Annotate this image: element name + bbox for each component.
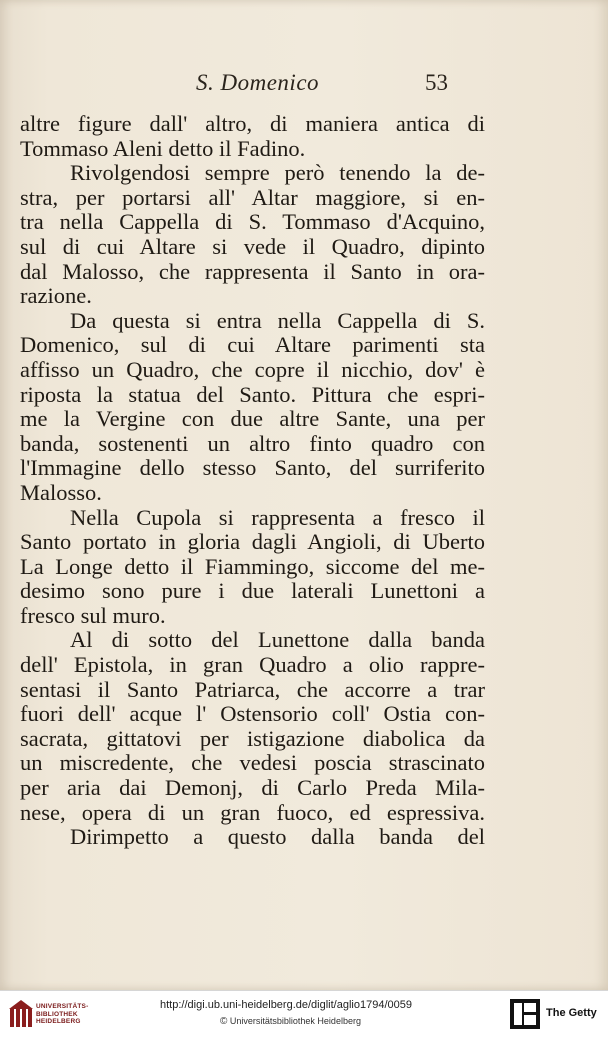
text-line: desimo sono pure i due laterali Lunettoni a [20, 578, 485, 604]
text-line: Al di sotto del Lunettone dalla banda [70, 627, 485, 653]
text-line: stra, per portarsi all' Altar maggiore, si en- [20, 184, 485, 210]
text-line: l'Immagine dello stesso Santo, del surriferito [20, 455, 485, 481]
text-line: affisso un Quadro, che copre il nicchio, dov' è [20, 356, 485, 382]
text-line: un miscredente, che vedesi poscia strascinato [20, 750, 485, 776]
copyright-notice [220, 1016, 361, 1027]
text-line: per aria dai Demonj, di Carlo Preda Mila- [20, 775, 485, 801]
text-line: dell' Epistola, in gran Quadro a olio rappre- [20, 652, 485, 678]
permalink-url[interactable]: http://digi.ub.uni-heidelberg.de/diglit/aglio1794/0059 [160, 999, 412, 1011]
copyright-holder: Universitätsbibliothek Heidelberg [229, 1016, 361, 1026]
copyright-symbol: © [220, 1016, 228, 1027]
getty-logo-icon [510, 999, 540, 1029]
text-line: riposta la statua del Santo. Pittura che espri- [20, 381, 485, 407]
viewer-footer [0, 990, 608, 1039]
text-line: razione. [20, 283, 92, 309]
page-number: 53 [425, 70, 448, 95]
text-line: tra nella Cappella di S. Tommaso d'Acquino, [20, 209, 485, 235]
text-line: me la Vergine con due altre Sante, una per [20, 406, 485, 432]
running-head: S. Domenico [196, 70, 320, 95]
text-line: La Longe detto il Fiammingo, siccome del me- [20, 553, 485, 579]
text-line: Da questa si entra nella Cappella di S. [70, 307, 485, 333]
university-library-logo-icon [8, 999, 34, 1031]
text-line: altre figure dall' altro, di maniera antica di [20, 111, 485, 136]
page-header [0, 70, 608, 100]
text-line: nese, opera di un gran fuoco, ed espressiva. [20, 799, 485, 825]
text-line: Nella Cupola si rappresenta a fresco il [70, 504, 485, 530]
library-name: UNIVERSITÄTS- BIBLIOTHEK HEIDELBERG [36, 1003, 89, 1025]
text-line: sacrata, gittatovi per istigazione diabolica da [20, 725, 485, 751]
text-line: banda, sostenenti un altro finto quadro con [20, 430, 485, 456]
text-line: Santo portato in gloria dagli Angioli, di Uberto [20, 529, 485, 555]
text-line: Domenico, sul di cui Altare parimenti sta [20, 332, 485, 358]
text-line: dal Malosso, che rappresenta il Santo in ora- [20, 258, 485, 284]
text-line: Tommaso Aleni detto il Fadino. [20, 135, 306, 161]
text-line: fresco sul muro. [20, 602, 166, 628]
text-line: sul di cui Altare si vede il Quadro, dipinto [20, 233, 485, 259]
text-line: sentasi il Santo Patriarca, che accorre a trar [20, 676, 485, 702]
getty-label: The Getty [546, 1007, 597, 1019]
text-line: fuori dell' acque l' Ostensorio coll' Ostia con- [20, 701, 485, 727]
body-text [20, 112, 485, 850]
text-line: Rivolgendosi sempre però tenendo la de- [70, 160, 485, 186]
text-line: Dirimpetto a questo dalla banda del [70, 824, 485, 850]
text-line: Malosso. [20, 479, 102, 505]
